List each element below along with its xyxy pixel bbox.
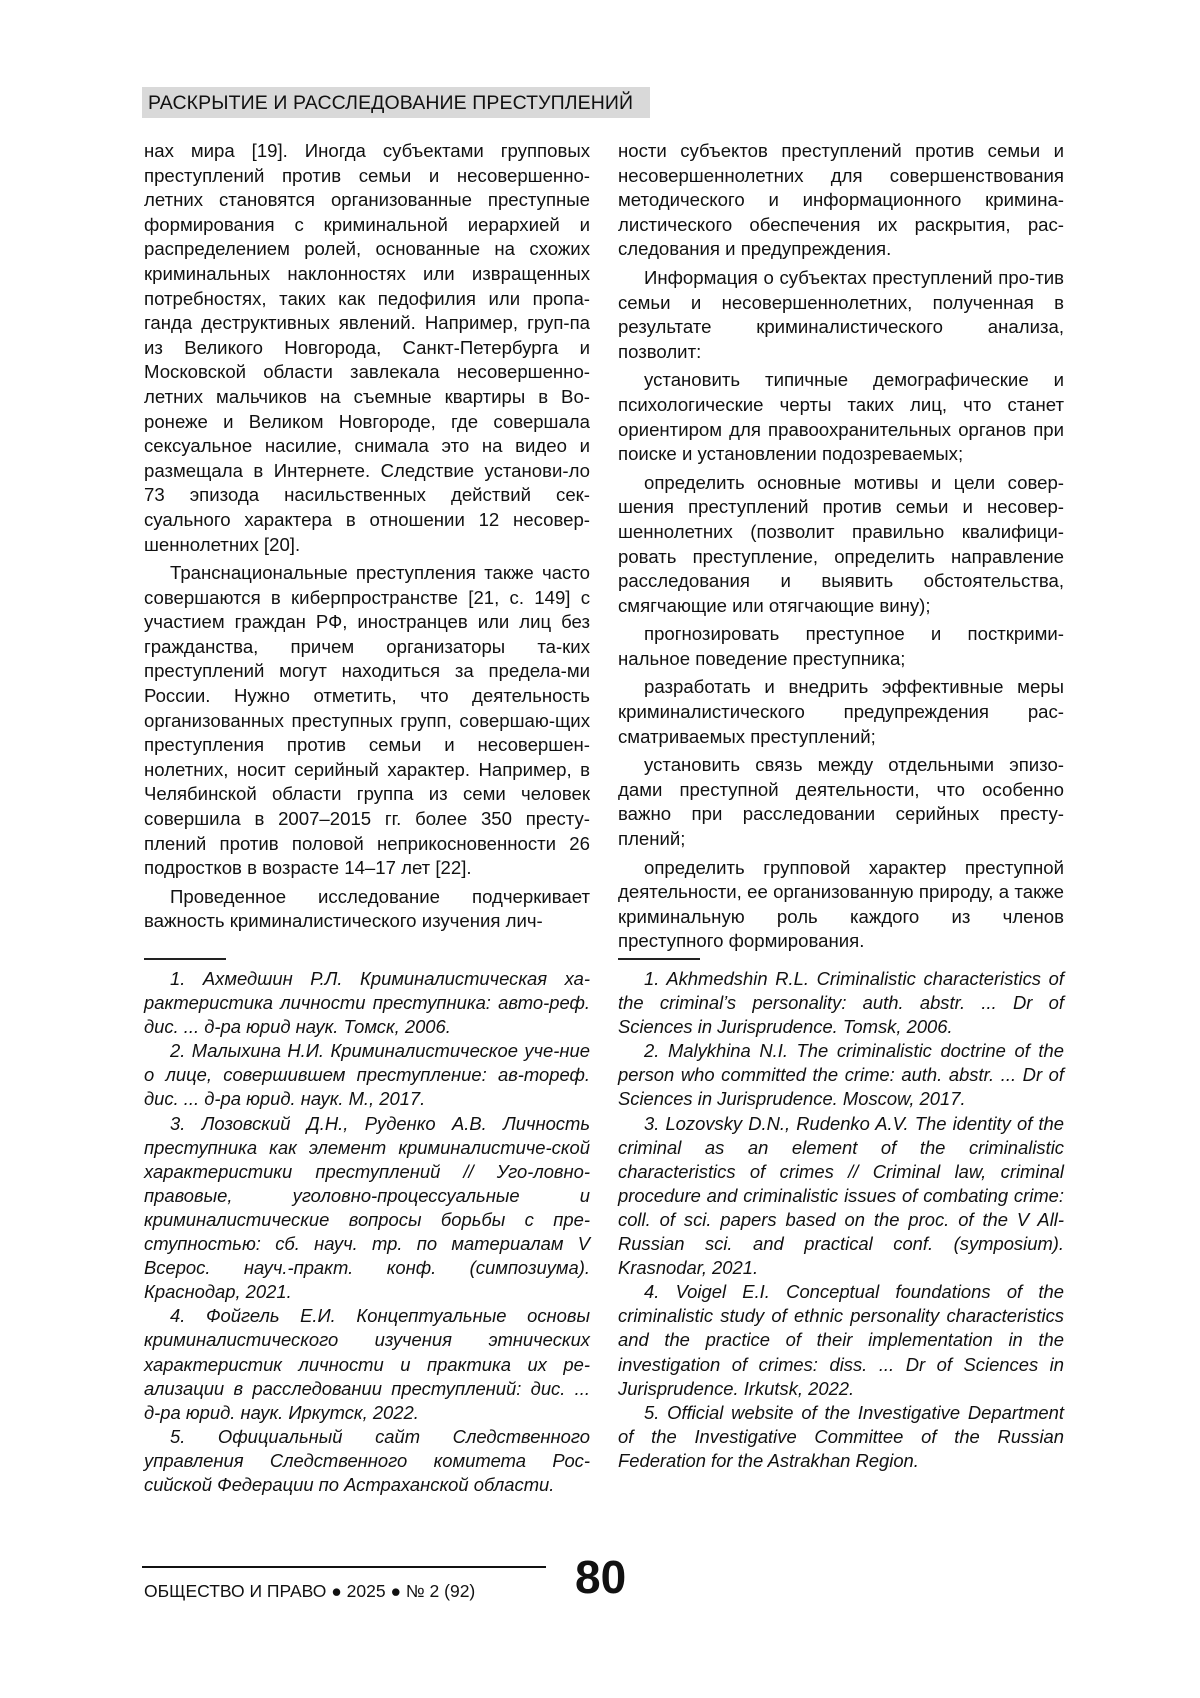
footnote-ru-3: 3. Лозовский Д.Н., Руденко А.В. Личность преступника как элемент криминалистиче-ской характеристики преступлений // Уго-ловно-правовые, уголовно-процессуальные и криминалистические вопросы борьбы с пре-ступностью: сб. науч. тр. по материалам V Всерос. науч.-практ. конф. (симпозиума). Краснодар, 2021. xyxy=(144,1112,590,1303)
footnote-ru-1: 1. Ахмедшин Р.Л. Криминалистическая ха-рактеристика личности преступника: авто-реф. дис. ... д-ра юрид наук. Томск, 2006. xyxy=(144,968,590,1038)
footnotes-english xyxy=(618,967,1064,1473)
footnote-divider-right xyxy=(618,958,700,960)
footnote-en-2: 2. Malykhina N.I. The criminalistic doctrine of the person who committed the crime: auth. abstr. ... Dr of Sciences in Jurisprudence. Moscow, 2017. xyxy=(618,1040,1064,1110)
section-header-title: РАСКРЫТИЕ И РАССЛЕДОВАНИЕ ПРЕСТУПЛЕНИЙ xyxy=(148,92,634,114)
right-text-column xyxy=(618,139,1064,954)
footnotes-russian xyxy=(144,967,590,1497)
page-number: 80 xyxy=(575,1551,627,1603)
footer-rule xyxy=(142,1566,546,1568)
footnote-en-3: 3. Lozovsky D.N., Rudenko A.V. The identity of the criminal as an element of the criminalistic characteristics of crimes // Criminal law, criminal procedure and criminalistic issues of combating crime: coll. of sci. papers based on the proc. of the V All-Russian sci. and practical conf. (symposium). Krasnodar, 2021. xyxy=(618,1112,1064,1279)
right-list-item-6: определить групповой характер преступной деятельности, ее организованную природу, а также криминальную роль каждого из членов преступного формирования. xyxy=(618,856,1064,952)
footnote-ru-5: 5. Официальный сайт Следственного управления Следственного комитета Рос-сийской Федерации по Астраханской области. xyxy=(144,1425,590,1495)
right-list-item-4: разработать и внедрить эффективные меры криминалистического предупреждения рас-сматриваемых преступлений; xyxy=(618,676,1064,747)
footnote-divider-left xyxy=(144,958,226,960)
right-list-item-3: прогнозировать преступное и посткрими-нальное поведение преступника; xyxy=(618,623,1064,669)
left-paragraph-1: нах мира [19]. Иногда субъектами групповых преступлений против семьи и несовершенно-летних становятся организованные преступные формирования с криминальной иерархией и распределением ролей, основанные на схожих криминальных наклонностях или извращенных потребностях, таких как педофилия или пропа-ганда деструктивных явлений. Например, груп-па из Великого Новгорода, Санкт-Петербурга и Московской области завлекала несовершенно-летних мальчиков на съемные квартиры в Во-ронеже и Великом Новгороде, где совершала сексуальное насилие, снимала это на видео и размещала в Интернете. Следствие установи-ло 73 эпизода насильственных действий сек-суального характера в отношении 12 несовер-шеннолетних [20]. xyxy=(144,140,590,555)
left-paragraph-2: Транснациональные преступления также часто совершаются в киберпространстве [21, с. 149] с участием граждан РФ, иностранцев или лиц без гражданства, причем организаторы та-ких преступлений могут находиться за предела-ми России. Нужно отметить, что деятельность организованных преступных групп, совершаю-щих преступления против семьи и несовершен-нолетних, носит серийный характер. Например, в Челябинской области группа из семи человек совершила в 2007–2015 гг. более 350 престу-плений против половой неприкосновенности 26 подростков в возрасте 14–17 лет [22]. xyxy=(144,562,590,879)
footnote-en-4: 4. Voigel E.I. Conceptual foundations of the criminalistic study of ethnic personality characteristics and the practice of their implementation in the investigation of crimes: diss. ... Dr of Sciences in Jurisprudence. Irkutsk, 2022. xyxy=(618,1281,1064,1399)
left-text-column xyxy=(144,139,590,934)
right-paragraph-1: ности субъектов преступлений против семьи и несовершеннолетних для совершенствования методического и информационного кримина-листического обеспечения их раскрытия, рас-следования и предупреждения. xyxy=(618,140,1064,260)
right-list-item-1: установить типичные демографические и психологические черты таких лиц, что станет ориентиром для правоохранительных органов при поиске и установлении подозреваемых; xyxy=(618,369,1064,465)
left-paragraph-3: Проведенное исследование подчеркивает важность криминалистического изучения лич- xyxy=(144,885,590,932)
journal-footer: ОБЩЕСТВО И ПРАВО ● 2025 ● № 2 (92) xyxy=(144,1581,476,1601)
right-list-item-5: установить связь между отдельными эпизо-дами преступной деятельности, что особенно важно при расследовании серийных престу-плений; xyxy=(618,754,1064,850)
footnote-ru-2: 2. Малыхина Н.И. Криминалистическое уче-ние о лице, совершившем преступление: ав-тореф. дис. ... д-ра юрид. наук. М., 2017. xyxy=(144,1040,590,1110)
footnote-en-1: 1. Akhmedshin R.L. Criminalistic characteristics of the criminal’s personality: auth. abstr. ... Dr of Sciences in Jurisprudence. Tomsk, 2006. xyxy=(618,968,1064,1038)
right-paragraph-2: Информация о субъектах преступлений про-тив семьи и несовершеннолетних, полученная в результате криминалистического анализа, позволит: xyxy=(618,266,1064,362)
footnote-en-5: 5. Official website of the Investigative Department of the Investigative Committee of the Russian Federation for the Astrakhan Region. xyxy=(618,1401,1064,1471)
right-list-item-2: определить основные мотивы и цели совер-шения преступлений против семьи и несовер-шеннолетних (позволит правильно квалифици-ровать преступление, определить направление расследования и выявить обстоятельства, смягчающие или отягчающие вину); xyxy=(618,471,1064,616)
footnote-ru-4: 4. Фойгель Е.И. Концептуальные основы криминалистического изучения этнических характеристик личности и практика их ре-ализации в расследовании преступлений: дис. ... д-ра юрид. наук. Иркутск, 2022. xyxy=(144,1305,590,1423)
